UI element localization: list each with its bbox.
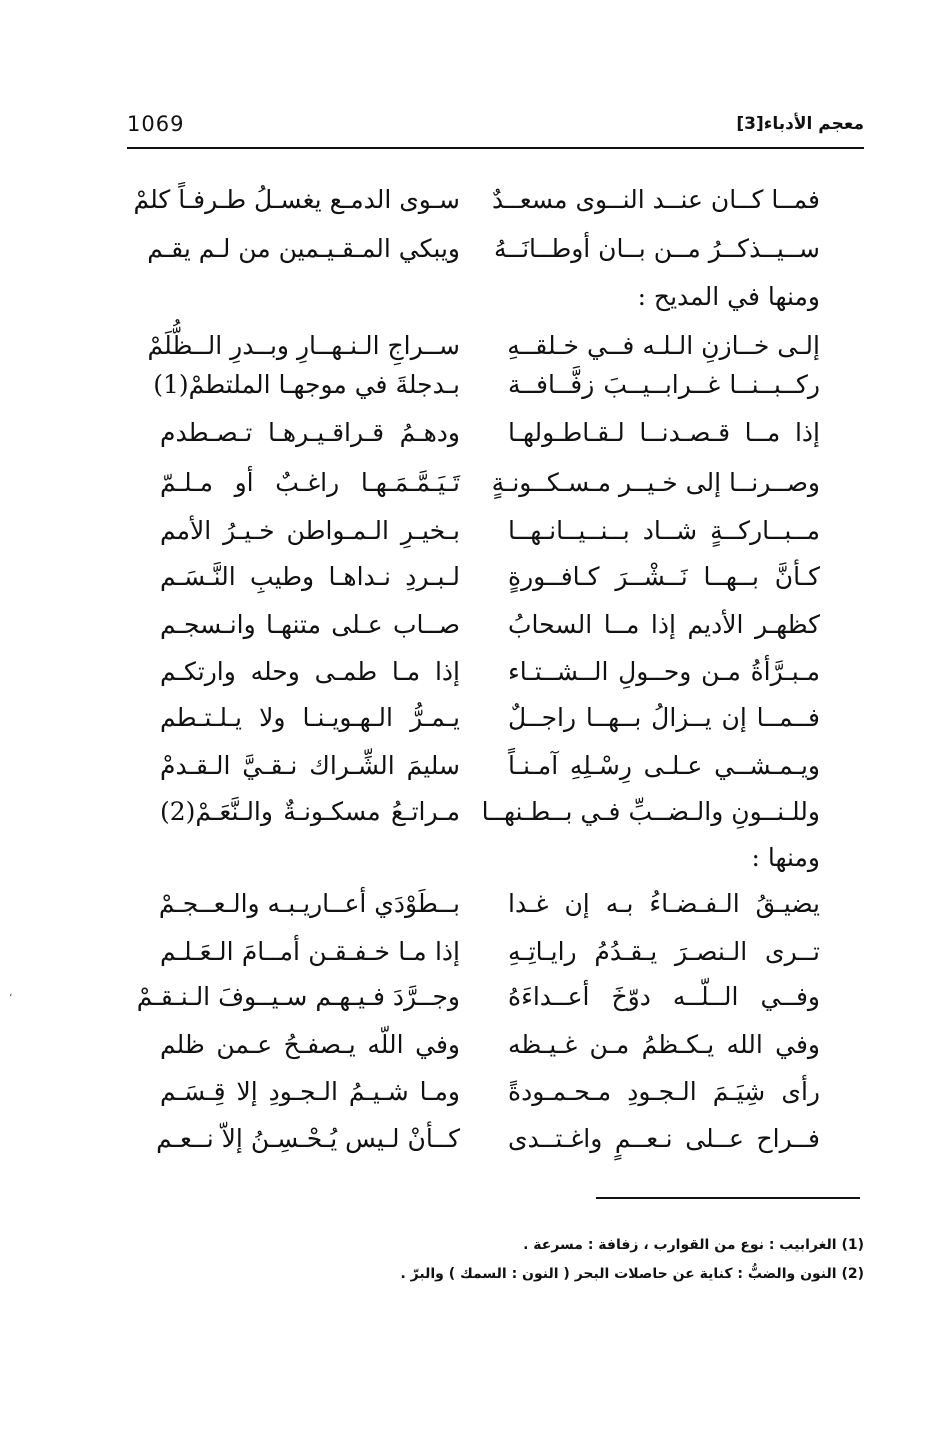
verse-second-hemistich: مـراتـعُ مسكـونـةٌ والـنَّعَـمْ(2): [160, 797, 460, 826]
verse-first-hemistich: ركــبــنــا غــرابــيــبَ زفَّــافــة: [508, 370, 820, 399]
verse-line: [160, 1068, 820, 1116]
page-number: 1069: [127, 112, 185, 136]
verse-first-hemistich: يضيـقُ الـفـضـاءُ بـه إن غـدا: [508, 889, 820, 918]
verse-second-hemistich: ويبكي المـقـيـمين من لـم يقـم: [147, 234, 460, 263]
verse-first-hemistich: ويـمـشــي عـلـى رِسْـلِهِ آمـنـاً: [508, 751, 820, 780]
verse-line: [160, 788, 820, 836]
header-divider: [127, 147, 864, 149]
section-label-minha: ومنها :: [751, 843, 820, 872]
verse-second-hemistich: بـخيـرِ الـمـواطن خـيـرُ الأمم: [160, 516, 460, 545]
verse-first-hemistich: وصــرنــا إلى خـيــر مـسـكــونـةٍ: [491, 468, 820, 497]
section-label-madih: ومنها في المديح :: [637, 282, 820, 311]
verse-first-hemistich: كـأنَّ بــهــا نَــشْــرَ كـافــورةٍ: [508, 562, 820, 591]
verse-second-hemistich: إذا مـا خـفـقـن أمــامَ الـعَـلـم: [160, 937, 460, 966]
verse-line: [160, 409, 820, 457]
verse-line: [133, 176, 820, 224]
verse-second-hemistich: كــأنْ لـيس يُـحْـسِـنُ إلاّ نــعـم: [156, 1124, 460, 1153]
verse-first-hemistich: مــبــاركــةٍ شــاد بــنــيــانـهــا: [508, 516, 820, 545]
section-label: [160, 834, 820, 882]
verse-second-hemistich: إذا مـا طمـى وحله وارتكـم: [160, 657, 460, 686]
verse-second-hemistich: سليمَ الشِّـراك نـقـيَّ الـقـدمْ: [160, 751, 460, 780]
footnote-divider: [596, 1197, 860, 1199]
verse-first-hemistich: مـبـرَّأةُ مـن وحــولِ الــشــتـاء: [508, 657, 820, 686]
verse-line: [136, 973, 820, 1021]
verse-first-hemistich: تــرى الـنصـرَ يـقـدُمُ رايـاتِـهِ: [508, 937, 820, 966]
verse-first-hemistich: كظهـر الأديم إذا مــا السحابُ: [508, 610, 820, 639]
verse-line: [160, 648, 820, 696]
verse-line: [160, 459, 820, 507]
verse-first-hemistich: وفي الله يـكـظمُ مـن غـيـظه: [508, 1030, 820, 1059]
verse-second-hemistich: بـدجلةَ في موجهـا الملتطمْ(1): [153, 370, 460, 399]
verse-first-hemistich: إلـى خــازنِ الـلـه فــي خـلقــهِ: [507, 331, 820, 360]
verse-first-hemistich: ســيــذكــرُ مــن بــان أوطــانَــهُ: [494, 234, 820, 263]
verse-line: [160, 507, 820, 555]
verse-line: [160, 742, 820, 790]
verse-first-hemistich: رأى شِيَـمَ الـجـودِ مـحـمـودةً: [508, 1077, 820, 1106]
verse-second-hemistich: وفي اللّه يـصفـحُ عـمن ظلم: [160, 1030, 460, 1059]
verse-first-hemistich: فــمــا إن يــزالُ بــهــا راجــلٌ: [508, 703, 820, 732]
verse-second-hemistich: بــطَوْدَي أعــاريـبـه والـعــجـمْ: [158, 889, 460, 918]
verse-line: [153, 361, 820, 409]
verse-first-hemistich: وللـنــونِ والـضــبِّ فـي بــطـنهــا: [481, 797, 820, 826]
footnote-2: (2) النون والضبُّ : كناية عن حاصلات البحر ( النون : السمك ) والبرّ .: [400, 1266, 864, 1282]
section-label: [160, 273, 820, 321]
verse-line: [160, 928, 820, 976]
verse-first-hemistich: إذا مــا قـصـدنــا لـقـاطـولهـا: [508, 418, 820, 447]
verse-line: [160, 553, 820, 601]
verse-first-hemistich: وفــي الــلّــه دوّخَ أعــداءَهُ: [508, 982, 820, 1011]
verse-first-hemistich: فمــا كــان عنــد النــوى مسعــدٌ: [492, 185, 820, 214]
verse-second-hemistich: وجــرَّدَ فـيـهـم سـيــوفَ الـنـقـمْ: [136, 982, 460, 1011]
verse-first-hemistich: فــراح عــلى نـعــمٍ واغـتــدى: [508, 1124, 820, 1153]
verse-line: [160, 694, 820, 742]
verse-line: [160, 880, 820, 928]
verse-second-hemistich: سـوى الدمـع يغسـلُ طـرفـاً كلمْ: [133, 185, 460, 214]
margin-mark: ،: [9, 988, 13, 999]
verse-second-hemistich: تَـيَـمَّـمَـهـا راغـبٌ أو مـلـمّ: [160, 468, 460, 497]
verse-second-hemistich: لـبـردِ نـداهـا وطيبِ النَّـسَـم: [160, 562, 460, 591]
verse-line: [160, 601, 820, 649]
verse-line: [156, 1115, 820, 1163]
verse-line: [160, 1021, 820, 1069]
verse-second-hemistich: ومـا شـيـمُ الـجـودِ إلا قِـسَـم: [160, 1077, 460, 1106]
running-title: معجم الأدباء[3]: [736, 114, 864, 134]
verse-second-hemistich: ودهـمُ قـراقـيـرهـا تـصـطدم: [160, 418, 460, 447]
page-header: [127, 112, 864, 146]
verse-line: [147, 225, 820, 273]
footnote-1: (1) الغرابيب : نوع من القوارب ، زفافة : مسرعة .: [523, 1237, 864, 1253]
verse-second-hemistich: يـمـرُّ الـهـويـنـا ولا يـلـتـطم: [160, 703, 460, 732]
verse-second-hemistich: ســراجِ الـنـهــارِ وبــدرِ الــظُّلَمْ: [147, 331, 460, 360]
verse-second-hemistich: صــاب عـلى متنهـا وانـسجـم: [160, 610, 460, 639]
